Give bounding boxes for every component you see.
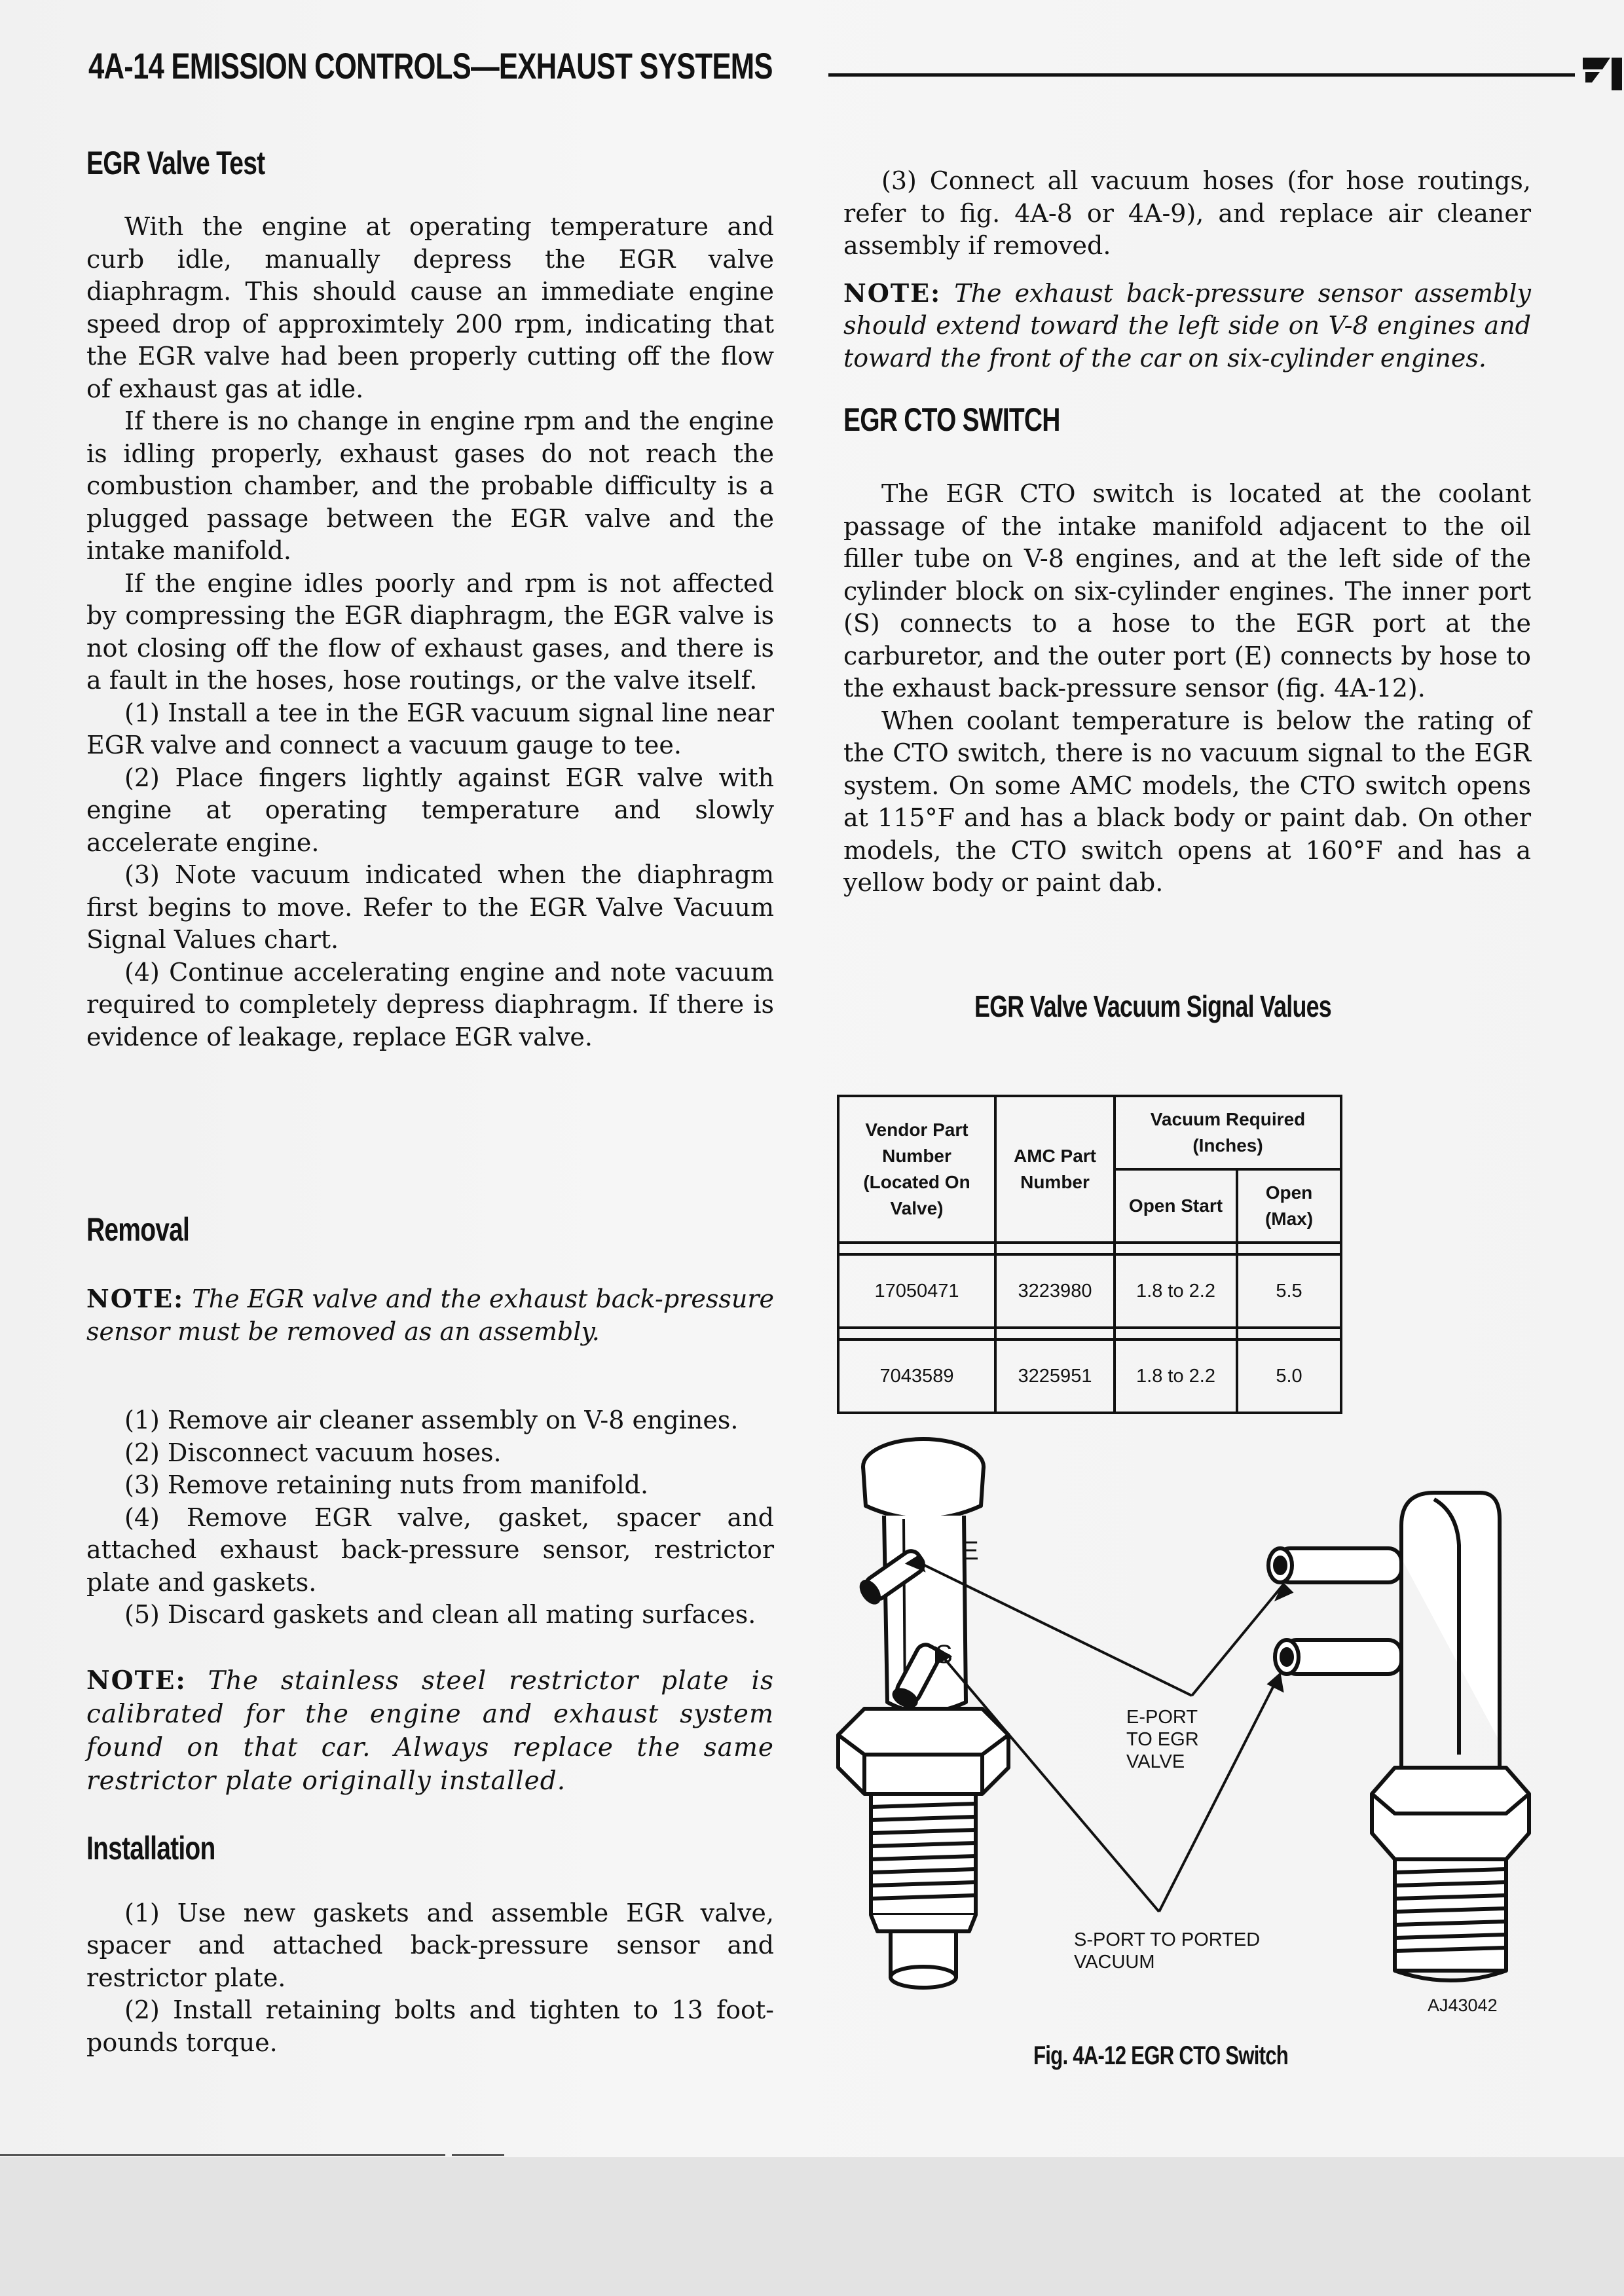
paragraph: If there is no change in engine rpm and the engine is idling properly, exhaust gases do not reach the combustion chamber, and the probable difficulty is a plugged passage between the EGR valve and the intake manifold. [86, 407, 774, 565]
sport-line: S-PORT TO PORTED [1074, 1929, 1261, 1950]
cell-vendor: 7043589 [838, 1339, 995, 1413]
running-header [88, 45, 1539, 97]
step: (1) Remove air cleaner assembly on V-8 engines. [124, 1406, 739, 1434]
step: (4) Remove EGR valve, gasket, spacer and attached exhaust back-pressure sensor, restrictor plate and gaskets. [86, 1503, 774, 1597]
paragraph: The EGR CTO switch is located at the coolant passage of the intake manifold adjacent to the oil filler tube on V-8 engines, and at the left side of the cylinder block on six-cylinder engines. The inner port (S) connects to a hose to the EGR port at the carburetor, and the outer port (E) connects by hose to the exhaust back-pressure sensor (fig. 4A-12). [843, 479, 1531, 702]
paragraph: With the engine at operating temperature and curb idle, manually depress the EGR valve diaphragm. This should cause an immediate engine speed drop of approximtely 200 rpm, indicating that the EGR valve had been properly cutting off the flow of exhaust gas at idle. [86, 212, 774, 403]
cell-amc: 3225951 [995, 1339, 1115, 1413]
step: (1) Use new gaskets and assemble EGR valve, spacer and attached back-pressure sensor and restrictor plate. [86, 1898, 774, 1992]
cell-vendor: 17050471 [838, 1254, 995, 1328]
step: (2) Place fingers lightly against EGR valve with engine at operating temperature and slowly accelerate engine. [86, 763, 774, 857]
paragraph: When coolant temperature is below the rating of the CTO switch, there is no vacuum signal to the EGR system. On some AMC models, the CTO switch opens at 115°F and has a black body or paint dab. On other models, the CTO switch opens at 160°F and has a yellow body or paint dab. [843, 706, 1531, 897]
page-bottom-margin [0, 2157, 1624, 2296]
note-text: The EGR valve and the exhaust back-pressure sensor must be removed as an assembly. [86, 1285, 774, 1346]
step: (2) Install retaining bolts and tighten to 13 foot-pounds torque. [86, 1995, 774, 2057]
step: (1) Install a tee in the EGR vacuum signal line near EGR valve and connect a vacuum gauge to tee. [86, 698, 774, 759]
header-amc-part: AMC Part Number [995, 1096, 1115, 1243]
section-heading-removal: Removal [86, 1211, 190, 1248]
note-text: The stainless steel restrictor plate is calibrated for the engine and exhaust system found on that car. Always replace the same restrictor plate originally installed. [86, 1666, 774, 1796]
note [86, 1664, 774, 1798]
figure-label-sport [1074, 1929, 1260, 1973]
page-edge-line [452, 2154, 504, 2156]
right-column [843, 165, 1531, 900]
step: (4) Continue accelerating engine and note vacuum required to completely depress diaphragm. If there is evidence of leakage, replace EGR valve. [86, 957, 774, 1051]
header-vendor-part: Vendor Part Number (Located On Valve) [838, 1096, 995, 1243]
section-heading-installation: Installation [86, 1829, 215, 1867]
table-separator-row [838, 1328, 1341, 1339]
vacuum-values-table-wrapper [837, 1095, 1342, 1414]
figure-label-e: E [961, 1537, 979, 1565]
table-title: EGR Valve Vacuum Signal Values [974, 989, 1331, 1023]
eport-line: VALVE [1126, 1751, 1185, 1772]
step: (3) Note vacuum indicated when the diaphragm first begins to move. Refer to the EGR Valve Vacuum Signal Values chart. [86, 860, 774, 954]
note-text: The exhaust back-pressure sensor assembly should extend toward the left side on V-8 engines and toward the front of the car on six-cylinder engines. [843, 278, 1531, 373]
amc-logo-icon [1583, 50, 1623, 92]
figure-caption: Fig. 4A-12 EGR CTO Switch [1033, 2041, 1289, 2070]
section-heading-egr-valve-test: EGR Valve Test [86, 145, 265, 181]
cell-open-start: 1.8 to 2.2 [1115, 1339, 1237, 1413]
figure-label-eport [1126, 1706, 1199, 1773]
step: (3) Remove retaining nuts from manifold. [124, 1470, 649, 1499]
step: (3) Connect all vacuum hoses (for hose routings, refer to fig. 4A-8 or 4A-9), and replace air cleaner assembly if removed. [843, 166, 1531, 260]
step: (5) Discard gaskets and clean all mating surfaces. [124, 1600, 756, 1629]
note-label: NOTE: [86, 1284, 185, 1313]
step: (2) Disconnect vacuum hoses. [124, 1438, 502, 1467]
header-open-max: Open (Max) [1237, 1169, 1341, 1243]
note [86, 1283, 774, 1348]
page-header-title: 4A-14 EMISSION CONTROLS—EXHAUST SYSTEMS [88, 45, 773, 86]
table-row [838, 1254, 1341, 1328]
page-edge-line [0, 2154, 445, 2156]
header-rule [828, 73, 1575, 77]
section-heading-egr-cto-switch: EGR CTO SWITCH [843, 401, 1060, 438]
paragraph: If the engine idles poorly and rpm is not affected by compressing the EGR diaphragm, the EGR valve is not closing off the flow of exhaust gases, and there is a fault in the hoses, hose routings, or the valve itself. [86, 568, 774, 695]
left-column [86, 144, 774, 2059]
figure-label-s: S [935, 1640, 953, 1669]
note [843, 277, 1531, 375]
sport-line: VACUUM [1074, 1952, 1155, 1973]
header-open-start: Open Start [1115, 1169, 1237, 1243]
cell-open-max: 5.0 [1237, 1339, 1341, 1413]
vacuum-values-table [837, 1095, 1342, 1414]
cell-open-start: 1.8 to 2.2 [1115, 1254, 1237, 1328]
table-row [838, 1339, 1341, 1413]
note-label: NOTE: [86, 1665, 187, 1696]
eport-line: E-PORT [1126, 1707, 1198, 1728]
table-separator-row [838, 1243, 1341, 1254]
table-header-row [838, 1096, 1341, 1169]
figure-cto-switch [825, 1427, 1545, 2030]
figure-code: AJ43042 [1428, 1995, 1498, 2015]
cell-open-max: 5.5 [1237, 1254, 1341, 1328]
eport-line: TO EGR [1126, 1729, 1199, 1750]
note-label: NOTE: [843, 278, 942, 308]
header-vacuum-required: Vacuum Required (Inches) [1115, 1096, 1341, 1169]
cell-amc: 3223980 [995, 1254, 1115, 1328]
